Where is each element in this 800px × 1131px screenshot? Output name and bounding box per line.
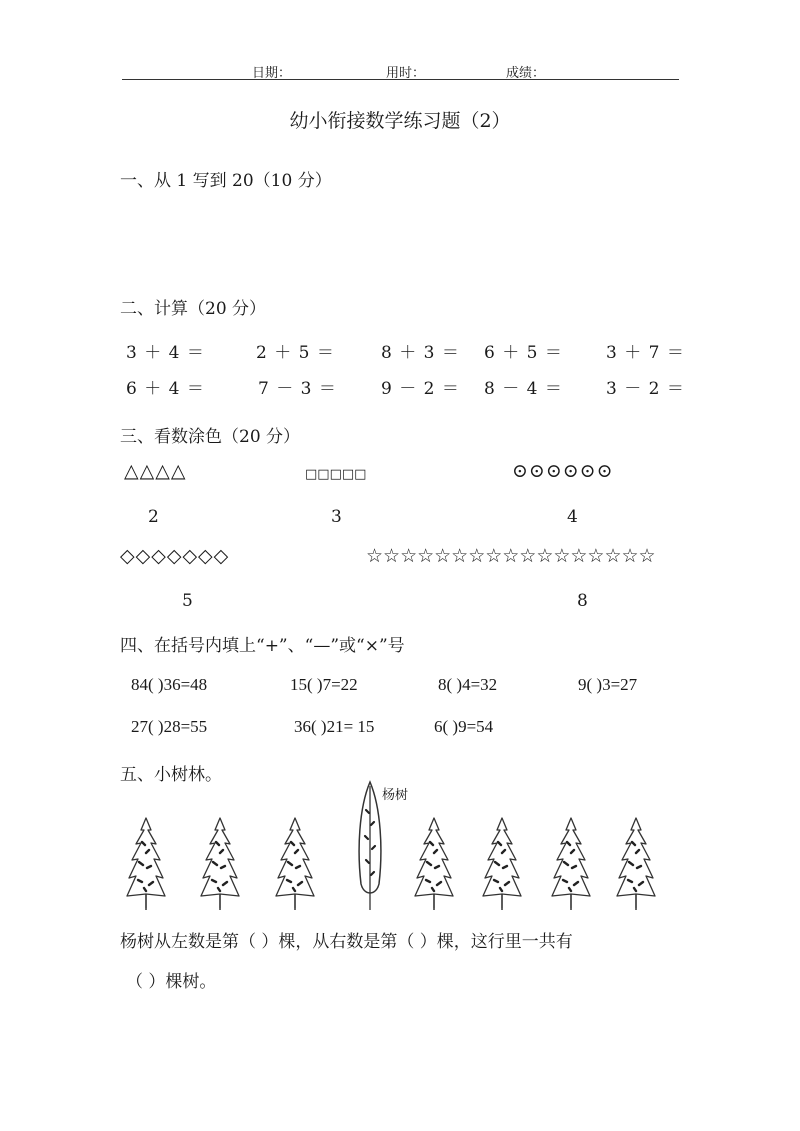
header-rule [122, 79, 679, 80]
poplar-tree-icon [355, 780, 385, 912]
count-number: 4 [567, 507, 578, 527]
date-label: 日期： [252, 66, 292, 81]
score-label: 成绩： [506, 66, 546, 81]
diamonds-group: ◇◇◇◇◇◇◇ [120, 545, 230, 567]
stars-group: ☆☆☆☆☆☆☆☆☆☆☆☆☆☆☆☆☆ [366, 545, 656, 567]
pine-tree-icon [549, 816, 593, 912]
trees-question-line-2: （ ）棵树。 [126, 972, 217, 992]
pine-tree-icon [198, 816, 242, 912]
count-number: 5 [182, 591, 193, 611]
squares-group: □□□□□ [305, 467, 367, 482]
circles-group: ⊙⊙⊙⊙⊙⊙ [512, 460, 614, 482]
pine-tree-icon [412, 816, 456, 912]
section-5-heading: 五、小树林。 [120, 765, 222, 785]
calc-item: 2 ＋ 5 ＝ [256, 343, 335, 363]
calc-item: 7 － 3 ＝ [258, 379, 337, 399]
pine-tree-icon [480, 816, 524, 912]
fill-item: 15( )7=22 [290, 675, 358, 694]
section-2-heading: 二、计算（20 分） [120, 299, 267, 319]
time-label: 用时： [386, 66, 426, 81]
section-3-heading: 三、看数涂色（20 分） [120, 427, 301, 447]
section-4-heading: 四、在括号内填上“+”、“—”或“×”号 [120, 636, 405, 656]
calc-item: 6 ＋ 4 ＝ [126, 379, 205, 399]
fill-item: 6( )9=54 [434, 717, 494, 736]
fill-item: 36( )21= 15 [294, 717, 375, 736]
poplar-label: 杨树 [382, 788, 409, 803]
fill-item: 8( )4=32 [438, 675, 498, 694]
count-number: 8 [577, 591, 588, 611]
calc-item: 3 ＋ 7 ＝ [606, 343, 685, 363]
pine-tree-icon [124, 816, 168, 912]
page-title: 幼小衔接数学练习题（2） [289, 110, 511, 132]
calc-item: 8 ＋ 3 ＝ [381, 343, 460, 363]
pine-tree-icon [614, 816, 658, 912]
calc-item: 8 － 4 ＝ [484, 379, 563, 399]
count-number: 3 [331, 507, 342, 527]
calc-item: 3 ＋ 4 ＝ [126, 343, 205, 363]
fill-item: 9( )3=27 [578, 675, 638, 694]
calc-item: 9 － 2 ＝ [381, 379, 460, 399]
section-1-heading: 一、从 1 写到 20（10 分） [120, 171, 332, 191]
calc-item: 6 ＋ 5 ＝ [484, 343, 563, 363]
pine-tree-icon [273, 816, 317, 912]
triangles-group: △△△△ [124, 460, 187, 482]
fill-item: 84( )36=48 [131, 675, 208, 694]
fill-item: 27( )28=55 [131, 717, 208, 736]
trees-question-line-1: 杨树从左数是第（ ）棵，从右数是第（ ）棵，这行里一共有 [120, 932, 573, 952]
calc-item: 3 － 2 ＝ [606, 379, 685, 399]
count-number: 2 [148, 507, 159, 527]
